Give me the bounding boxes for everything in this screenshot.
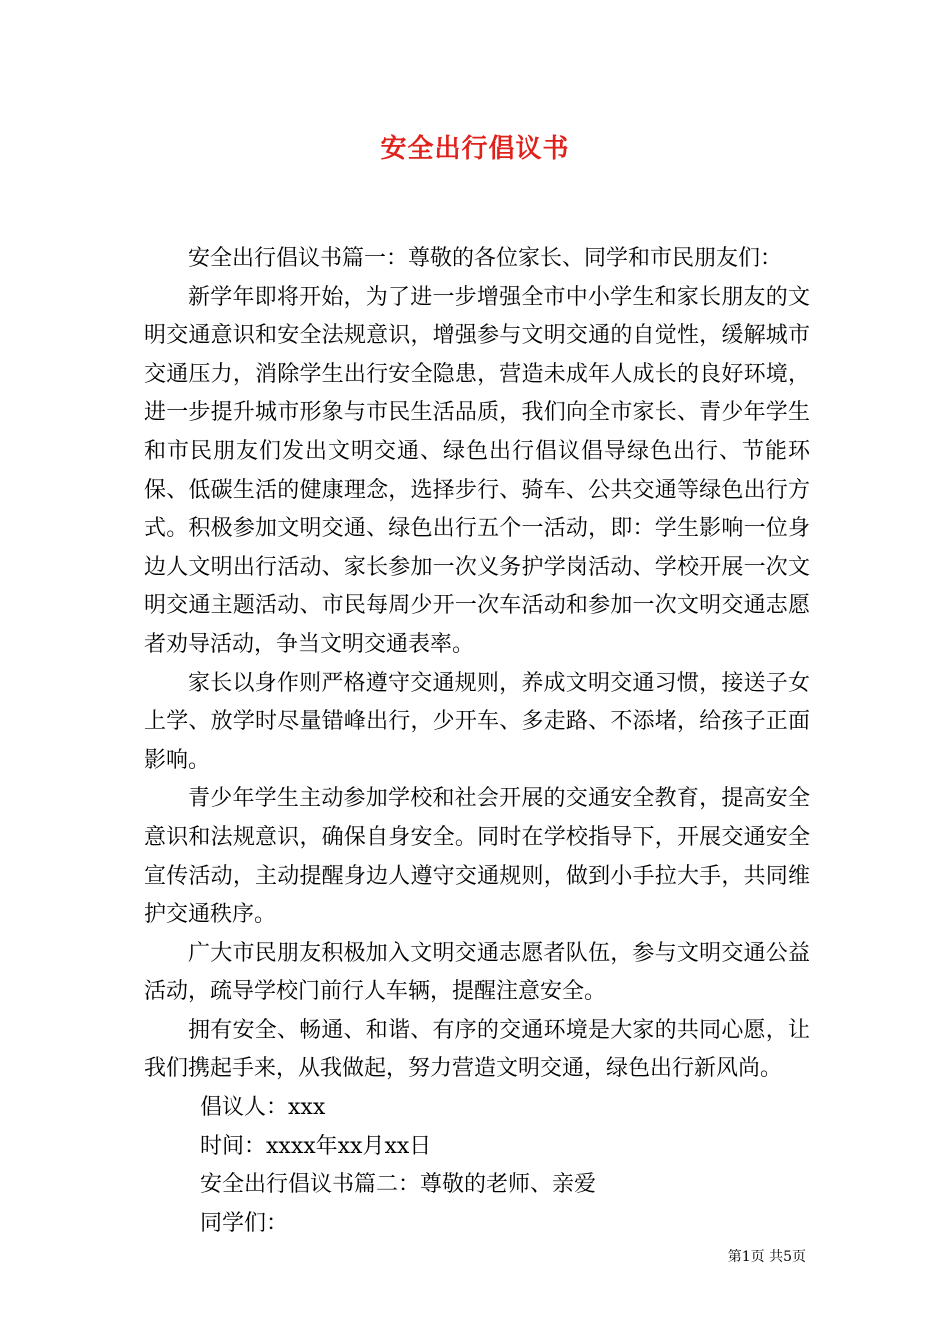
document-title: 安全出行倡议书 [380, 134, 570, 164]
section-two-heading: 安全出行倡议书篇二：尊敬的老师、亲爱 [200, 1172, 597, 1198]
date-line: 时间：xxxx年xx月xx日 [200, 1133, 432, 1159]
page-number: 第1页 共5页 [727, 1249, 806, 1265]
paragraph-citizens: 广大市民朋友积极加入文明交通志愿者队伍，参与文明交通公益活动，疏导学校门前行人车辆，提醒注意安全。 [144, 940, 810, 1005]
paragraph-parents: 家长以身作则严格遵守交通规则，养成文明交通习惯，接送子女上学、放学时尽量错峰出行，少开车、多走路、不添堵，给孩子正面影响。 [144, 670, 810, 773]
paragraph-salutation: 安全出行倡议书篇一：尊敬的各位家长、同学和市民朋友们： [188, 246, 783, 271]
paragraph-students: 青少年学生主动参加学校和社会开展的交通安全教育，提高安全意识和法规意识，确保自身安全。同时在学校指导下，开展交通安全宣传活动，主动提醒身边人遵守交通规则，做到小手拉大手，共同维护交通秩序。 [144, 786, 810, 928]
paragraph-closing: 拥有安全、畅通、和谐、有序的交通环境是大家的共同心愿，让我们携起手来，从我做起，努力营造文明交通，绿色出行新风尚。 [144, 1017, 810, 1082]
initiator-line: 倡议人：xxx [200, 1095, 326, 1121]
paragraph-initiative: 新学年即将开始，为了进一步增强全市中小学生和家长朋友的文明交通意识和安全法规意识，增强参与文明交通的自觉性，缓解城市交通压力，消除学生出行安全隐患，营造未成年人成长的良好环境，进一步提升城市形象与市民生活品质，我们向全市家长、青少年学生和市民朋友们发出文明交通、绿色出行倡议倡导绿色出行、节能环保、低碳生活的健康理念，选择步行、骑车、公共交通等绿色出行方式。积极参加文明交通、绿色出行五个一活动，即：学生影响一位身边人文明出行活动、家长参加一次义务护学岗活动、学校开展一次文明交通主题活动、市民每周少开一次车活动和参加一次文明交通志愿者劝导活动，争当文明交通表率。 [144, 284, 810, 657]
section-two-continuation: 同学们： [200, 1210, 289, 1236]
document-body [144, 240, 810, 1243]
